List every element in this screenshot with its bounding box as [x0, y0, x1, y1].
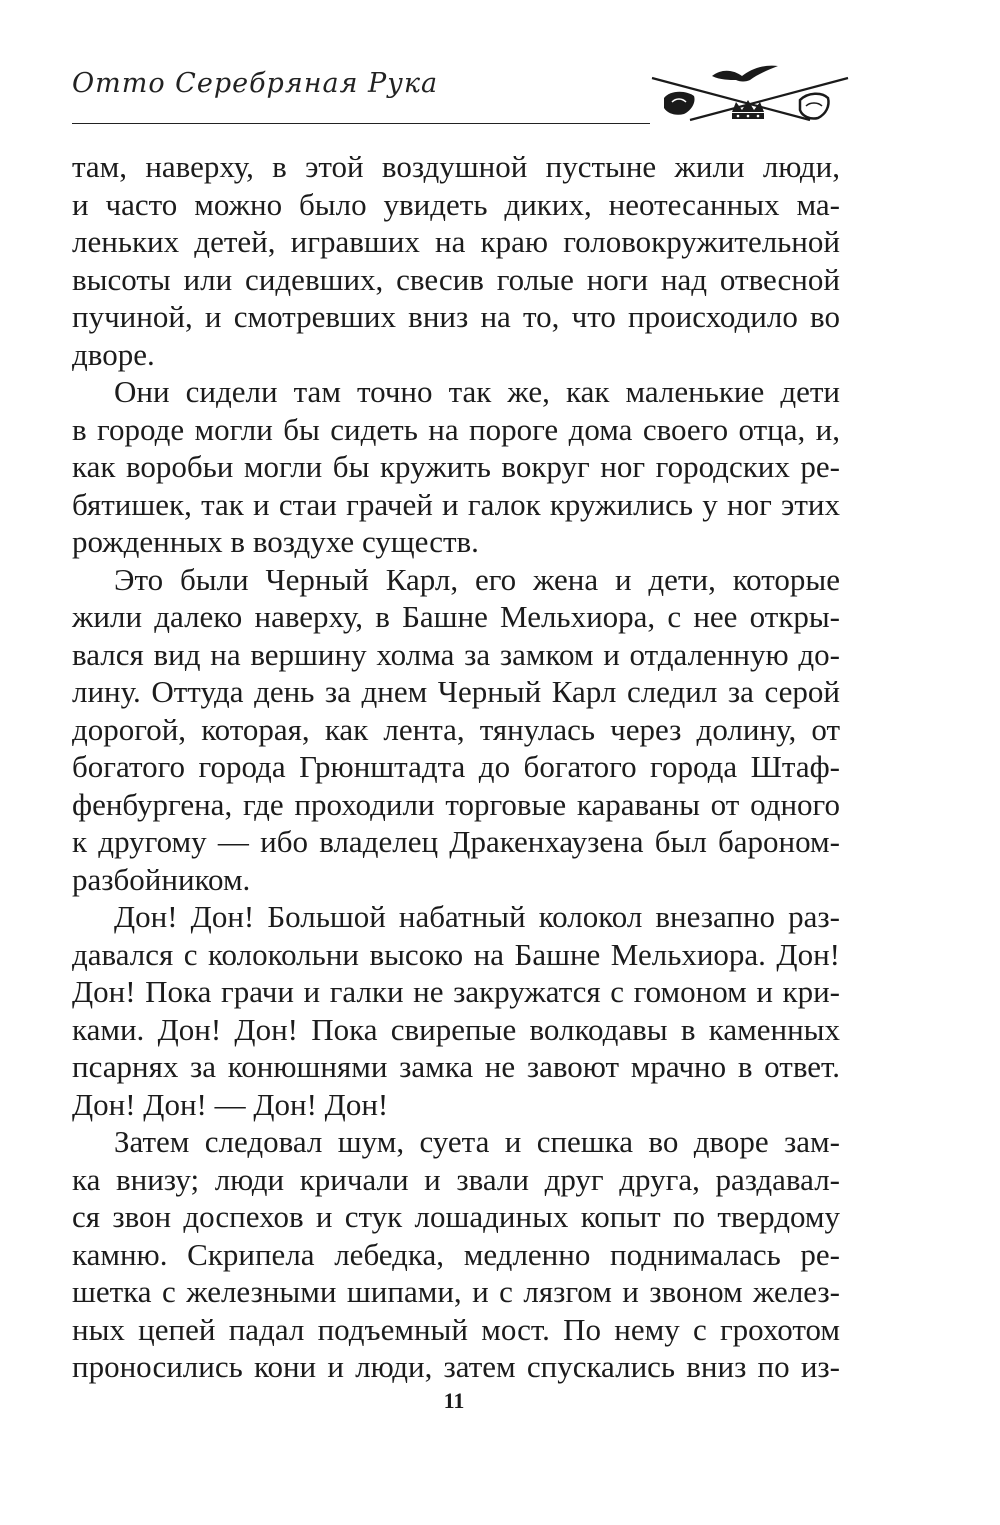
paragraph: [72, 898, 840, 1123]
text-line: леньких детей, игравших на краю головокружительной: [72, 224, 840, 259]
text-line: Дон! Дон! Большой набатный колокол внезапно раз-: [114, 899, 840, 934]
text-line: Дон! Пока грачи и галки не закружатся с гомоном и кри-: [72, 974, 840, 1009]
text-line: псарнях за конюшнями замка не завоют мрачно в ответ.: [72, 1049, 840, 1084]
text-line: как воробьи могли бы кружить вокруг ног городских ре-: [72, 449, 840, 484]
text-line: к другому — ибо владелец Дракенхаузена был бароном-: [72, 824, 840, 859]
text-line: пучиной, и смотревших вниз на то, что происходило во: [72, 299, 840, 334]
text-line: давался с колокольни высоко на Башне Мельхиора. Дон!: [72, 936, 840, 972]
running-head: Отто Серебряная Рука: [72, 68, 439, 99]
text-line: дворе.: [72, 336, 155, 372]
paragraph: [72, 561, 840, 899]
text-line: разбойником.: [72, 861, 251, 897]
crossed-swords-eagle-crown-icon: [650, 58, 850, 134]
text-line: в городе могли бы сидеть на пороге дома своего отца, и,: [72, 411, 840, 447]
text-line: вался вид на вершину холма за замком и отдаленную до-: [72, 636, 840, 672]
text-line: рожденных в воздухе существ.: [72, 524, 479, 559]
text-line: проносились кони и люди, затем спускались вниз по из-: [72, 1349, 840, 1384]
paragraph: [72, 148, 840, 373]
text-line: лину. Оттуда день за днем Черный Карл следил за серой: [72, 674, 840, 709]
text-line: ся звон доспехов и стук лошадиных копыт по твердому: [72, 1199, 840, 1234]
text-line: камню. Скрипела лебедка, медленно поднималась ре-: [72, 1236, 840, 1272]
text-line: ками. Дон! Дон! Пока свирепые волкодавы в каменных: [72, 1011, 840, 1047]
paragraph: [72, 1123, 840, 1386]
text-line: бятишек, так и стаи грачей и галок кружились у ног этих: [72, 486, 840, 522]
text-line: жили далеко наверху, в Башне Мельхиора, с нее откры-: [72, 599, 840, 634]
paragraph: [72, 373, 840, 561]
text-line: высоты или сидевших, свесив голые ноги над отвесной: [72, 261, 840, 297]
body-text: [72, 148, 840, 1386]
text-line: ных цепей падал подъемный мост. По нему с грохотом: [72, 1311, 840, 1347]
text-line: шетка с железными шипами, и с лязгом и звоном желез-: [72, 1274, 840, 1309]
text-line: Это были Черный Карл, его жена и дети, которые: [114, 561, 840, 597]
text-line: Дон! Дон! — Дон! Дон!: [72, 1086, 389, 1122]
page-number: 11: [443, 1388, 465, 1413]
text-line: и часто можно было увидеть диких, неотесанных ма-: [72, 186, 840, 222]
text-line: там, наверху, в этой воздушной пустыне жили люди,: [72, 149, 840, 184]
text-line: богатого города Грюнштадта до богатого города Штаф-: [72, 749, 840, 784]
text-line: Затем следовал шум, суета и спешка во дворе зам-: [114, 1124, 840, 1159]
header-rule: [72, 123, 650, 124]
text-line: ка внизу; люди кричали и звали друг друга, раздавал-: [72, 1161, 840, 1197]
text-line: фенбургена, где проходили торговые караваны от одного: [72, 786, 840, 822]
text-line: Они сидели там точно так же, как маленькие дети: [114, 374, 840, 409]
text-line: дорогой, которая, как лента, тянулась через долину, от: [72, 711, 840, 747]
